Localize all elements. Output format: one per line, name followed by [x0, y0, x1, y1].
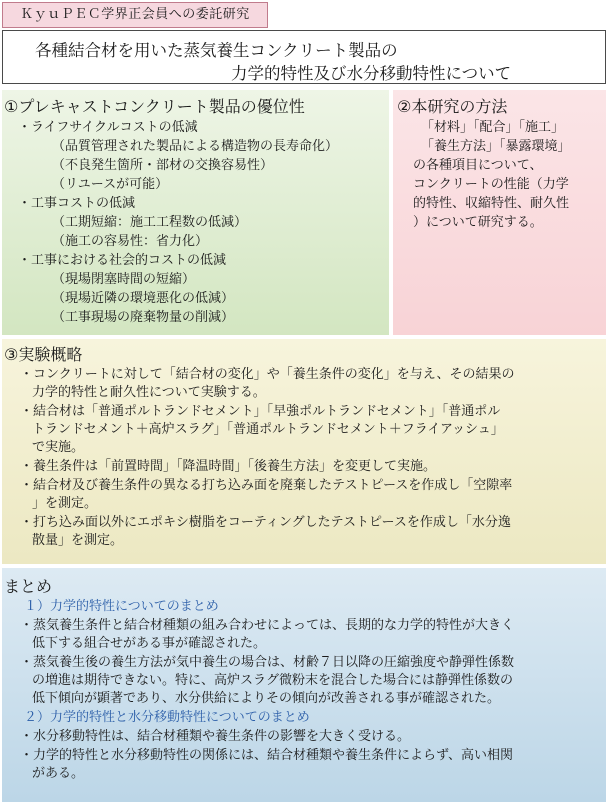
section-advantages — [2, 90, 389, 335]
list-item: トランドセメント＋高炉スラグ」「普通ポルトランドセメント＋フライアッシュ」 — [32, 422, 504, 437]
list-item: の増進は期待できない。特に、高炉スラグ微粉末を混合した場合には静弾性係数の — [32, 673, 514, 688]
title-line-1: 各種結合材を用いた蒸気養生コンクリート製品の — [35, 41, 398, 60]
list-item: 散量」を測定。 — [32, 533, 124, 548]
list-item: （施工の容易性：省力化） — [52, 234, 209, 249]
section-method — [393, 90, 606, 335]
section-experiment — [2, 339, 606, 564]
section-heading: ①プレキャストコンクリート製品の優位性 — [4, 97, 305, 116]
list-item: ・蒸気養生後の養生方法が気中養生の場合は、材齢７日以降の圧縮強度や静弾性係数 — [20, 655, 515, 670]
list-item: がある。 — [32, 766, 85, 781]
list-item: ・養生条件は「前置時間」「降温時間」「後養生方法」を変更して実施。 — [20, 459, 437, 474]
list-item: ・打ち込み面以外にエポキシ樹脂をコーティングしたテストピースを作成し「水分逸 — [20, 515, 511, 530]
summary-subheading: ２）力学的特性と水分移動特性についてのまとめ — [24, 710, 310, 725]
list-item: （現場近隣の環境悪化の低減） — [52, 291, 235, 306]
title-box — [2, 30, 606, 84]
list-item: コンクリートの性能（力学 — [413, 177, 569, 192]
list-item: ）について研究する。 — [413, 215, 543, 230]
list-item: ・力学的特性と水分移動特性の関係には、結合材種類や養生条件によらず、高い相関 — [20, 748, 513, 763]
section-summary — [2, 568, 606, 802]
list-item: （現場閉塞時間の短縮） — [52, 272, 196, 287]
list-item: （品質管理された製品による構造物の長寿命化） — [52, 139, 339, 154]
list-item: （不良発生箇所・部材の交換容易性） — [52, 158, 274, 173]
list-item: 低下傾向が顕著であり、水分供給によりその傾向が改善される事が確認された。 — [32, 691, 501, 706]
list-item: ・工事における社会的コストの低減 — [18, 253, 227, 268]
list-item: 低下する組合せがある事が確認された。 — [32, 636, 267, 651]
list-item: ・ライフサイクルコストの低減 — [18, 120, 198, 135]
list-item: で実施。 — [32, 440, 85, 455]
list-item: ・コンクリートに対して「結合材の変化」や「養生条件の変化」を与え、その結果の — [20, 367, 515, 382]
list-item: 的特性、収縮特性、耐久性 — [413, 196, 570, 211]
section-heading: まとめ — [4, 577, 53, 596]
list-item: （リユースが可能） — [52, 177, 169, 192]
list-item: （工期短縮：施工工程数の低減） — [52, 215, 248, 230]
list-item: ・結合材及び養生条件の異なる打ち込み面を廃棄したテストピースを作成し「空隙率 — [20, 478, 513, 493]
list-item: ・水分移動特性は、結合材種類や養生条件の影響を大きく受ける。 — [20, 729, 411, 744]
list-item: ・工事コストの低減 — [18, 196, 136, 211]
list-item: （工事現場の廃棄物量の削減） — [52, 310, 235, 325]
list-item: 「養生方法」「暴露環境」 — [421, 139, 571, 154]
commission-tag: ＫｙｕＰＥＣ学界正会員への委託研究 — [2, 2, 268, 28]
list-item: 力学的特性と耐久性について実験する。 — [32, 385, 266, 400]
section-heading: ②本研究の方法 — [397, 97, 508, 116]
list-item: 「材料」「配合」「施工」 — [421, 120, 565, 135]
section-heading: ③実験概略 — [4, 345, 83, 364]
list-item: 」を測定。 — [32, 496, 98, 511]
list-item: ・結合材は「普通ポルトランドセメント」「早強ポルトランドセメント」「普通ポル — [20, 404, 501, 419]
list-item: ・蒸気養生条件と結合材種類の組み合わせによっては、長期的な力学的特性が大きく — [20, 618, 515, 633]
title-line-2: 力学的特性及び水分移動特性について — [231, 64, 512, 83]
summary-subheading: １）力学的特性についてのまとめ — [24, 599, 219, 614]
list-item: の各種項目について、 — [413, 158, 543, 173]
